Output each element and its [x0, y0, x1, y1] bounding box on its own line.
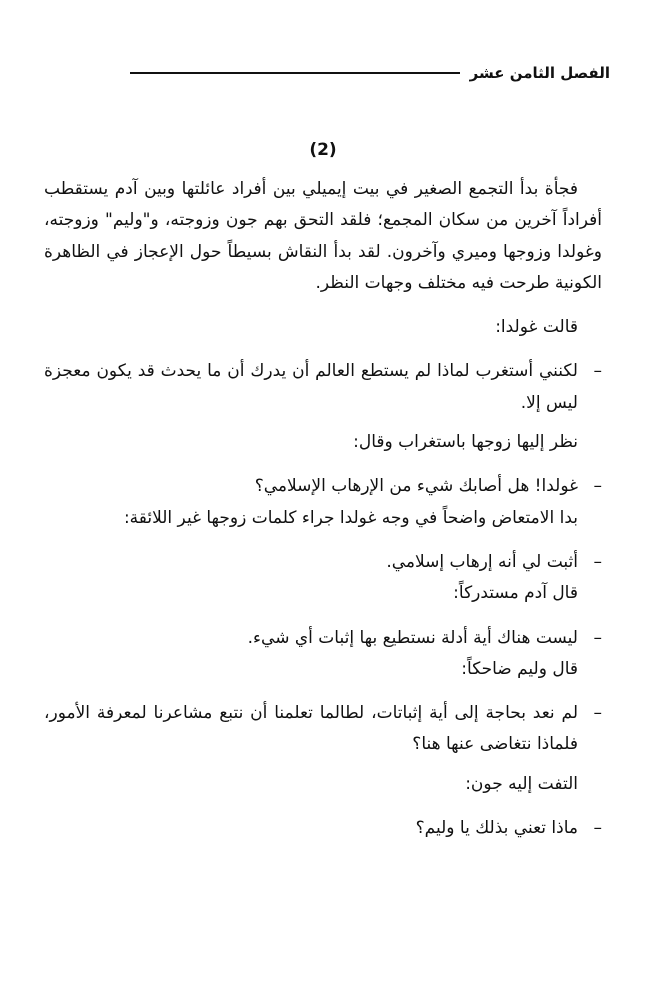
- dialogue-line: [44, 471, 602, 502]
- section-number: (2): [309, 140, 337, 160]
- dialogue-dash: –: [593, 476, 602, 497]
- dialogue-text: غولدا! هل أصابك شيء من الإرهاب الإسلامي؟: [254, 476, 578, 497]
- chapter-title: الفصل الثامن عشر: [469, 64, 610, 82]
- dialogue-text: ماذا تعني بذلك يا وليم؟: [415, 818, 578, 839]
- dialogue-line: [44, 813, 602, 844]
- dialogue-text: أثبت لي أنه إرهاب إسلامي.: [386, 551, 578, 572]
- dialogue-dash: –: [593, 818, 602, 839]
- paragraph-discontent: بدا الامتعاض واضحاً في وجه غولدا جراء كلمات زوجها غير اللائقة:: [123, 507, 578, 528]
- body-text: [44, 174, 602, 844]
- dialogue-dash: –: [593, 361, 602, 382]
- dialogue-dash: –: [593, 627, 602, 648]
- dialogue-dash: –: [593, 551, 602, 572]
- dialogue-line: [44, 356, 602, 419]
- dialogue-line: [44, 698, 602, 761]
- header-rule: [130, 72, 460, 74]
- running-header: [130, 60, 610, 86]
- dialogue-text: لكنني أستغرب لماذا لم يستطع العالم أن يدرك أن ما يحدث قد يكون معجزة ليس إلا.: [44, 361, 578, 413]
- dialogue-line: [44, 623, 602, 654]
- narration-adam-said: قال آدم مستدركاً:: [453, 583, 578, 604]
- dialogue-text: لم نعد بحاجة إلى أية إثباتات، لطالما تعلمنا أن نتبع مشاعرنا لمعرفة الأمور، فلماذا نتغاضى عنها هنا؟: [44, 703, 578, 755]
- narration-husband-looked: نظر إليها زوجها باستغراب وقال:: [353, 432, 578, 453]
- dialogue-line: [44, 547, 602, 578]
- narration-golda-said: قالت غولدا:: [495, 317, 578, 338]
- dialogue-text: ليست هناك أية أدلة نستطيع بها إثبات أي شيء.: [247, 627, 578, 648]
- paragraph-intro: فجأة بدأ التجمع الصغير في بيت إيميلي بين أفراد عائلتها وبين آدم يستقطب أفراداً آخرين من سكان المجمع؛ فلقد التحق بهم جون وزوجته، و"وليم" وزوجته، وغولدا وزوجها وميري وآخرون. لقد بدأ النقاش بسيطاً حول الإعجاز في الظاهرة الكونية طرحت فيه مختلف وجهات النظر.: [44, 179, 602, 293]
- narration-william-laughing: قال وليم ضاحكاً:: [461, 658, 578, 679]
- dialogue-dash: –: [593, 703, 602, 724]
- narration-john-turned: التفت إليه جون:: [465, 773, 578, 794]
